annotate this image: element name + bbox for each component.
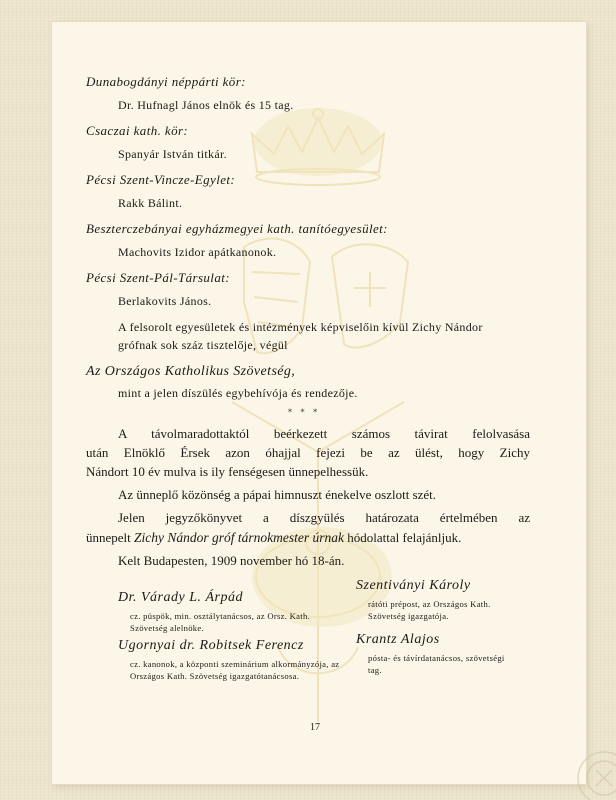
page-number: 17 xyxy=(310,722,320,733)
honoree-name: Zichy Nándor gróf tárnokmester úrnak xyxy=(134,530,345,545)
signature-name: Szentiványi Károly xyxy=(356,578,471,593)
representatives: Berlakovits János. xyxy=(118,294,212,308)
paragraph-line: Jelen jegyzőkönyvet a díszgyülés határozata értelmében az xyxy=(118,510,530,525)
organization-heading: Csaczai kath. kör: xyxy=(86,123,189,138)
signature-name: Dr. Várady L. Árpád xyxy=(118,590,244,605)
organization-heading: Beszterczebányai egyházmegyei kath. tanítóegyesület: xyxy=(86,221,388,236)
date-line: Kelt Budapesten, 1909 november hó 18-án. xyxy=(118,553,345,568)
organizer-description: mint a jelen díszülés egybehívója és rendezője. xyxy=(118,386,358,400)
corner-seal-watermark xyxy=(556,720,616,800)
paragraph-line: Az ünneplő közönség a pápai himnuszt énekelve oszlott szét. xyxy=(118,487,437,502)
signature-title: cz. püspök, min. osztálytanácsos, az Orsz. Kath. Szövetség alelnöke. xyxy=(130,611,311,633)
paragraph-line: Nándort 10 év mulva is ily fenségesen ünnepelhessük. xyxy=(86,464,369,479)
signature-title: rátóti prépost, az Országos Kath. Szövetség igazgatója. xyxy=(368,599,491,621)
representatives: Machovits Izidor apátkanonok. xyxy=(118,245,277,259)
paragraph-text: ünnepelt xyxy=(86,530,135,545)
section-separator: * * * xyxy=(288,408,321,417)
representatives: Spanyár István titkár. xyxy=(118,147,227,161)
representatives: Dr. Hufnagl János elnök és 15 tag. xyxy=(118,98,294,112)
organization-heading: Dunabogdányi néppárti kör: xyxy=(86,74,246,89)
signature-name: Krantz Alajos xyxy=(356,632,440,647)
organizer-heading: Az Országos Katholikus Szövetség, xyxy=(86,364,296,379)
organization-heading: Pécsi Szent-Pál-Társulat: xyxy=(86,270,230,285)
paragraph-line: után Elnöklő Érsek azon óhajjal fejezi be az ülést, hogy Zichy xyxy=(86,445,530,460)
paragraph-text: hódolattal felajánljuk. xyxy=(344,530,462,545)
document-page xyxy=(52,22,586,784)
representatives: Rakk Bálint. xyxy=(118,196,183,210)
closing-line-1: A felsorolt egyesületek és intézmények képviselőin kívül Zichy Nándor xyxy=(118,320,483,334)
organization-heading: Pécsi Szent-Vincze-Egylet: xyxy=(86,172,236,187)
signature-name: Ugornyai dr. Robitsek Ferencz xyxy=(118,638,304,653)
paragraph-line: A távolmaradottaktól beérkezett számos távirat felolvasása xyxy=(118,426,530,441)
paragraph-line xyxy=(86,530,461,546)
signature-title: pósta- és távírdatanácsos, szövetségi tag. xyxy=(368,653,505,675)
signature-title: cz. kanonok, a központi szeminárium alkormányzója, az Országos Kath. Szövetség igazgatótanácsosa. xyxy=(130,659,340,681)
closing-line-2: grófnak sok száz tisztelője, végül xyxy=(118,338,288,352)
